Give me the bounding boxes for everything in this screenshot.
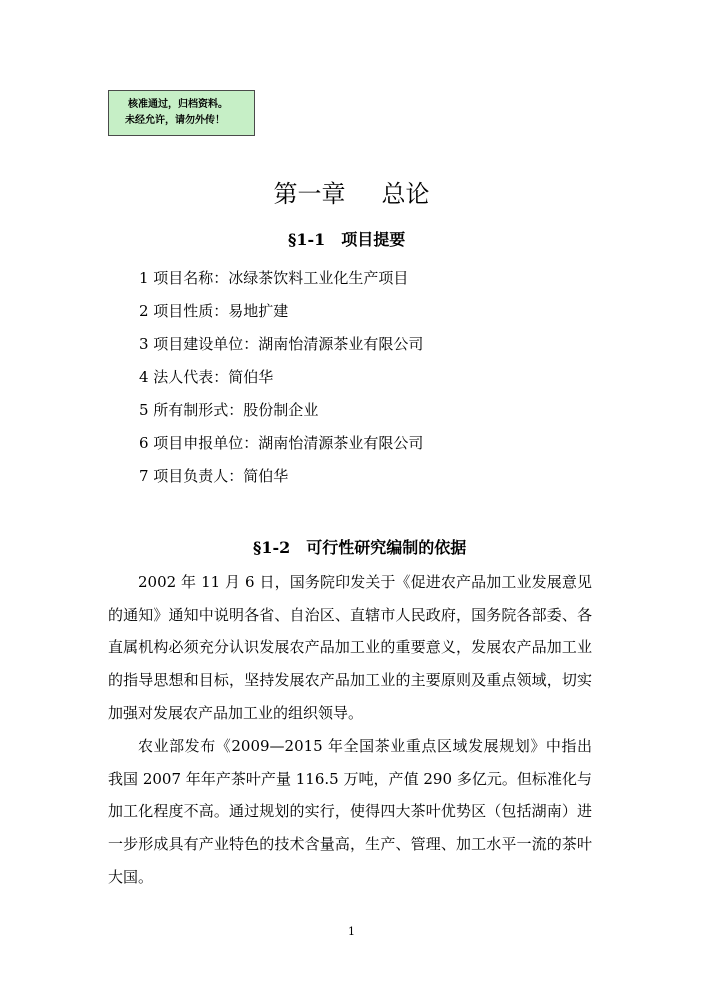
project-summary-list: [139, 262, 423, 493]
paragraph-state-council-notice: 2002 年 11 月 6 日，国务院印发关于《促进农产品加工业发展意见的通知》通知中说明各省、自治区、直辖市人民政府，国务院各部委、各直属机构必须充分认识发展农产品加工业的重要意义，发展农产品加工业的指导思想和目标，坚持发展农产品加工业的主要原则及重点领域，切实加强对发展农产品加工业的组织领导。: [108, 573, 592, 722]
section-2-heading: [253, 537, 466, 559]
section-2-number: §1-2: [253, 538, 291, 557]
list-item: 4 法人代表：简伯华: [139, 368, 274, 386]
paragraph-tea-industry-plan: 农业部发布《2009—2015 年全国茶业重点区域发展规划》中指出我国 2007 年年产茶叶产量 116.5 万吨，产值 290 多亿元。但标准化与加工化程度不高。通过规划的实行，使得四大茶叶优势区（包括湖南）进一步形成具有产业特色的技术含量高，生产、管理、加工水平一流的茶叶大国。: [108, 737, 592, 886]
chapter-number: 第一章: [273, 180, 346, 208]
list-item: 5 所有制形式：股份制企业: [139, 401, 319, 419]
list-item: 1 项目名称：冰绿茶饮料工业化生产项目: [139, 269, 409, 287]
list-item: 6 项目申报单位：湖南怡清源茶业有限公司: [139, 434, 424, 452]
section-1-title: 项目提要: [341, 230, 406, 249]
page-number: 1: [348, 925, 355, 938]
notice-line-2: 未经允许，请勿外传！: [125, 115, 225, 126]
section-2-title: 可行性研究编制的依据: [306, 538, 467, 557]
notice-stamp: [108, 90, 255, 136]
notice-line-1: 核准通过，归档资料。: [128, 99, 228, 110]
list-item: 7 项目负责人：简伯华: [139, 467, 289, 485]
list-item: 3 项目建设单位：湖南怡清源茶业有限公司: [139, 335, 424, 353]
list-item: 2 项目性质：易地扩建: [139, 302, 289, 320]
section-1-heading: [288, 229, 405, 251]
chapter-title: [0, 178, 703, 210]
chapter-name: 总论: [381, 180, 430, 208]
section-1-number: §1-1: [288, 230, 326, 249]
